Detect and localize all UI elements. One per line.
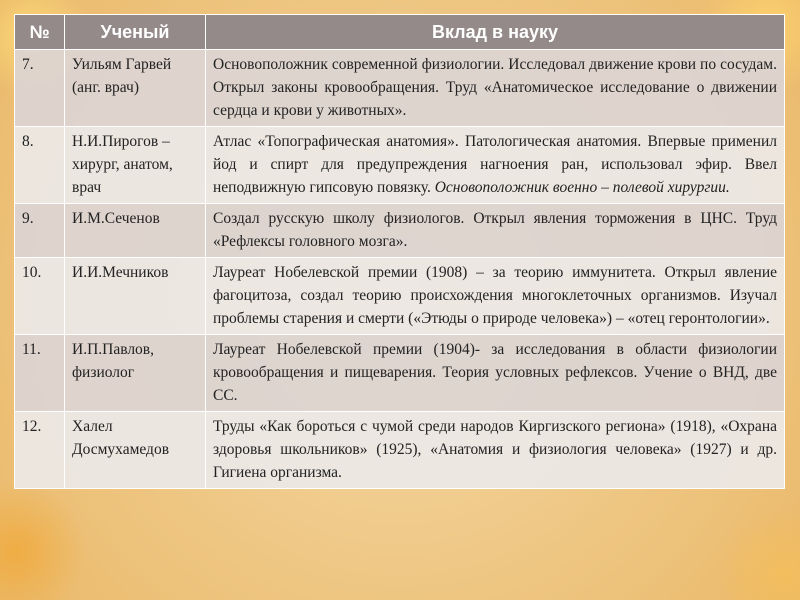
row-number: 12. [15,412,65,489]
row-number: 10. [15,258,65,335]
contribution-italic-text: Основоположник военно – полевой хирургии. [434,179,730,196]
row-scientist: Н.И.Пирогов – хирург, анатом, врач [65,127,206,204]
row-contribution [206,335,785,412]
header-contribution: Вклад в науку [206,15,785,50]
row-contribution [206,204,785,258]
row-scientist: И.И.Мечников [65,258,206,335]
row-contribution [206,127,785,204]
table-row [15,258,785,335]
contribution-text: Атлас «Топографическая анатомия». Патологическая анатомия. Впервые применил йод и спирт для предупреждения нагноения ран, использовал эфир. Ввел неподвижную гипсовую повязку. [213,133,777,196]
row-scientist: Халел Досмухамедов [65,412,206,489]
table-row [15,127,785,204]
contribution-text: Лауреат Нобелевской премии (1904)- за исследования в области физиологии кровообращения и пищеварения. Теория условных рефлексов. Учение о ВНД, две СС. [213,341,777,404]
row-scientist: Уильям Гарвей (анг. врач) [65,50,206,127]
scientists-table [14,14,785,489]
header-scientist: Ученый [65,15,206,50]
contribution-text: Создал русскую школу физиологов. Открыл явления торможения в ЦНС. Труд «Рефлексы головного мозга». [213,210,777,250]
row-number: 11. [15,335,65,412]
table-header-row [15,15,785,50]
row-scientist: И.П.Павлов, физиолог [65,335,206,412]
table-row [15,50,785,127]
row-scientist: И.М.Сеченов [65,204,206,258]
row-number: 9. [15,204,65,258]
row-contribution [206,412,785,489]
table-row [15,412,785,489]
table-row [15,335,785,412]
header-number: № [15,15,65,50]
contribution-text: Основоположник современной физиологии. Исследовал движение крови по сосудам. Открыл законы кровообращения. Труд «Анатомическое исследование о движении сердца и крови у животных». [213,56,777,119]
row-contribution [206,50,785,127]
contribution-text: Труды «Как бороться с чумой среди народов Киргизского региона» (1918), «Охрана здоровья школьников» (1925), «Анатомия и физиология человека» (1927) и др. Гигиена организма. [213,418,777,481]
row-contribution [206,258,785,335]
scientists-table-container [14,14,784,594]
contribution-text: Лауреат Нобелевской премии (1908) – за теорию иммунитета. Открыл явление фагоцитоза, создал теорию происхождения многоклеточных организмов. Изучал проблемы старения и смерти («Этюды о природе человека») – «отец геронтологии». [213,264,777,327]
table-row [15,204,785,258]
row-number: 7. [15,50,65,127]
row-number: 8. [15,127,65,204]
